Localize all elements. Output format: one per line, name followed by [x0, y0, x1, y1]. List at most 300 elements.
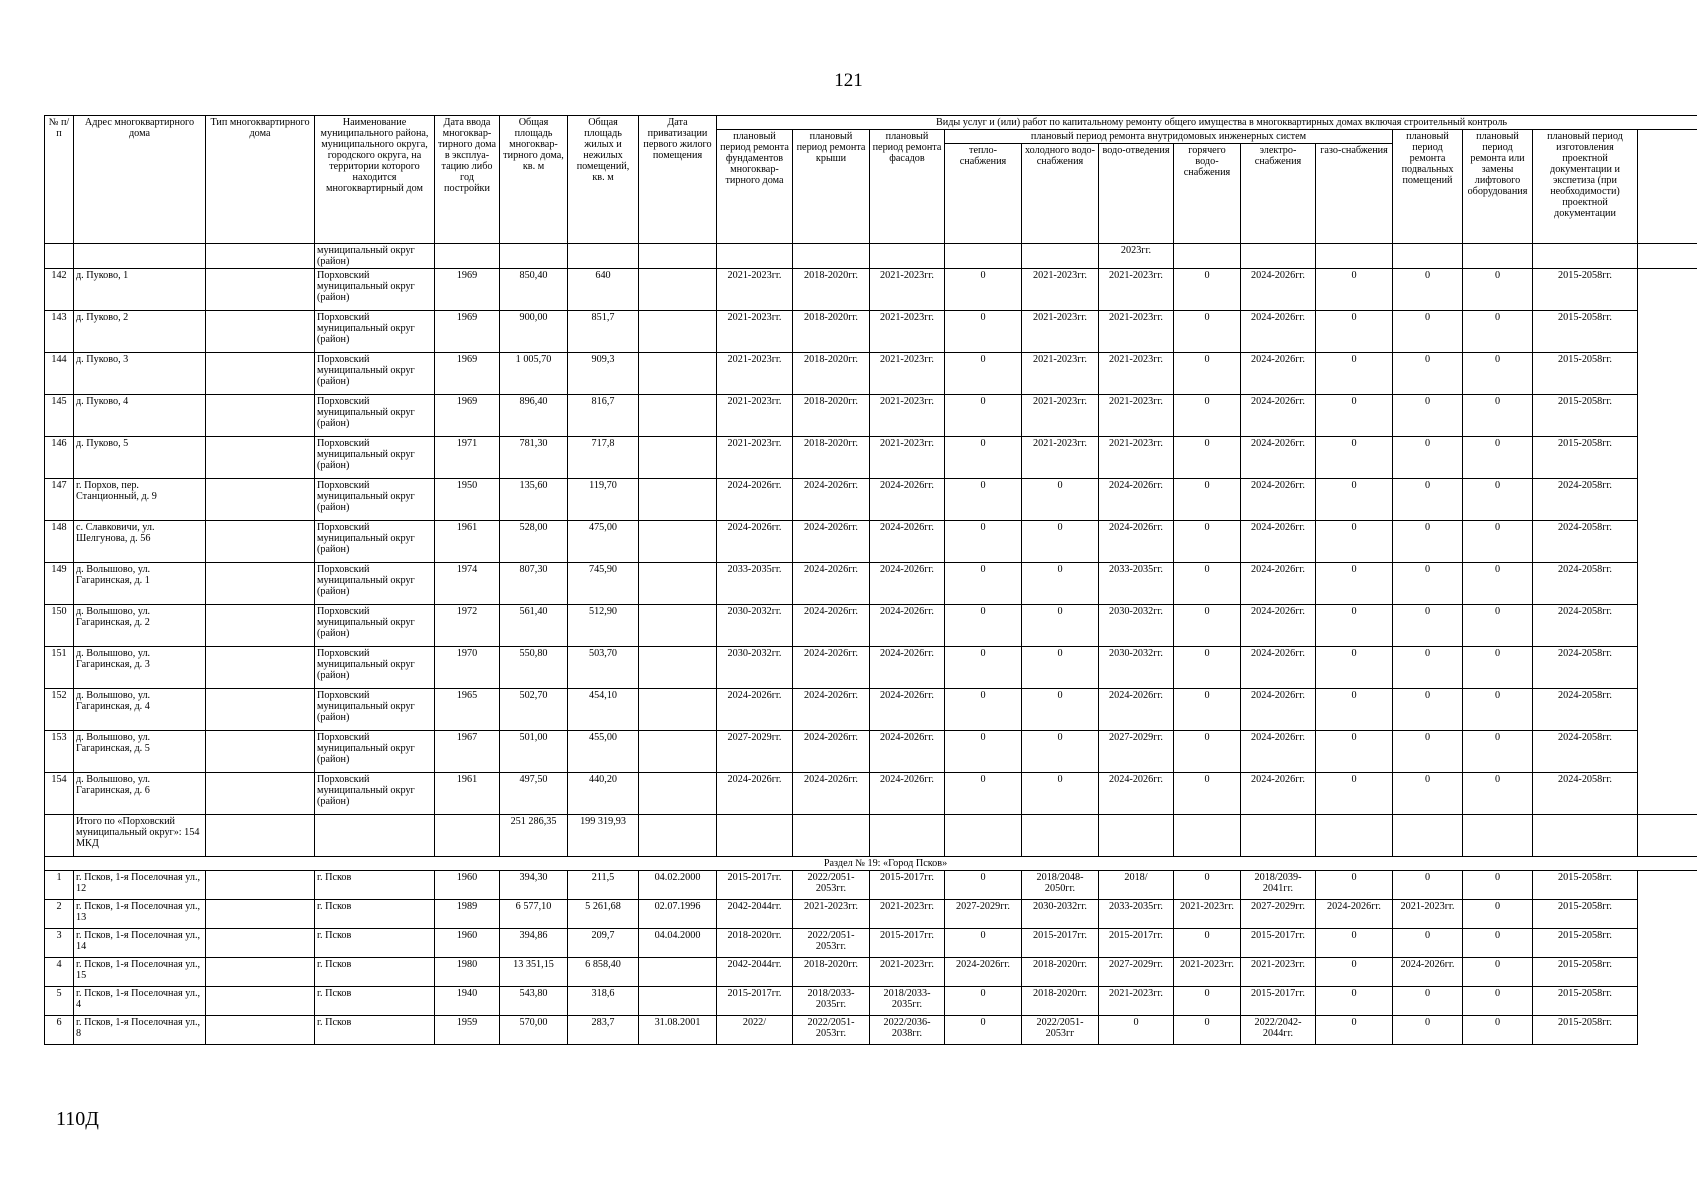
- header-area-total: Общая площадь многоквар-тирного дома, кв. м: [500, 116, 568, 244]
- cell-hot-water: 0: [1174, 353, 1241, 395]
- cell-hot-water: 0: [1174, 521, 1241, 563]
- cell-house-type: [206, 929, 315, 958]
- cell-electric: 2024-2026гг.: [1241, 395, 1316, 437]
- cell-facade: 2021-2023гг.: [870, 900, 945, 929]
- cell-hot-water: 0: [1174, 269, 1241, 311]
- cell-heat: 0: [945, 987, 1022, 1016]
- cell-facade: 2015-2017гг.: [870, 929, 945, 958]
- cell-hot-water: 0: [1174, 437, 1241, 479]
- cell-design: 2015-2058гг.: [1533, 1016, 1638, 1045]
- cell-district: Порховский муниципальный округ (район): [315, 773, 435, 815]
- cell-design: 2024-2058гг.: [1533, 773, 1638, 815]
- cell-cold-water: 2021-2023гг.: [1022, 311, 1099, 353]
- cell-year: 1961: [435, 521, 500, 563]
- cell-area-living: 512,90: [568, 605, 639, 647]
- cell-foundation: 2021-2023гг.: [717, 437, 793, 479]
- cell-privatization: [639, 958, 717, 987]
- cell-area-living: 454,10: [568, 689, 639, 731]
- footer-code: 110Д: [56, 1108, 99, 1130]
- cell-elevator: 0: [1463, 731, 1533, 773]
- cell-heat: 0: [945, 395, 1022, 437]
- cell-year: 1950: [435, 479, 500, 521]
- cell-house-type: [206, 958, 315, 987]
- cell-cold-water: 0: [1022, 563, 1099, 605]
- cell-area-living: 119,70: [568, 479, 639, 521]
- header-gas: газо-снабжения: [1316, 144, 1393, 244]
- cell-roof: 2018-2020гг.: [793, 395, 870, 437]
- cell-heat: 0: [945, 563, 1022, 605]
- cell-electric: 2024-2026гг.: [1241, 647, 1316, 689]
- cell-heat: 0: [945, 773, 1022, 815]
- cell-num: 144: [45, 353, 74, 395]
- cell-cold-water: 2021-2023гг.: [1022, 437, 1099, 479]
- cell-sewer: 2021-2023гг.: [1099, 395, 1174, 437]
- cell-roof: 2018-2020гг.: [793, 311, 870, 353]
- cell-hot-water: 0: [1174, 563, 1241, 605]
- table-row: [45, 269, 1697, 311]
- cell-roof: 2022/2051-2053гг.: [793, 1016, 870, 1045]
- cell-roof: 2018-2020гг.: [793, 353, 870, 395]
- cell-heat: 0: [945, 689, 1022, 731]
- cell-roof: 2024-2026гг.: [793, 563, 870, 605]
- cell-house-type: [206, 773, 315, 815]
- cell-year: 1972: [435, 605, 500, 647]
- cell-house-type: [206, 647, 315, 689]
- cell-foundation: 2021-2023гг.: [717, 269, 793, 311]
- cell-elevator: 0: [1463, 773, 1533, 815]
- cell-facade: 2024-2026гг.: [870, 689, 945, 731]
- cell-sewer: 2021-2023гг.: [1099, 353, 1174, 395]
- cell-heat: 0: [945, 437, 1022, 479]
- cell-district: Порховский муниципальный округ (район): [315, 731, 435, 773]
- cell-area-living: 440,20: [568, 773, 639, 815]
- cell-cold-water: 2015-2017гг.: [1022, 929, 1099, 958]
- cell-house-type: [206, 900, 315, 929]
- cell-foundation: 2030-2032гг.: [717, 647, 793, 689]
- cell-heat: 0: [945, 311, 1022, 353]
- cell-foundation: 2024-2026гг.: [717, 521, 793, 563]
- cell-heat: 0: [945, 605, 1022, 647]
- cell-facade: 2021-2023гг.: [870, 353, 945, 395]
- cell-basement: 0: [1393, 987, 1463, 1016]
- cell-district: Порховский муниципальный округ (район): [315, 605, 435, 647]
- cell-area-total: 850,40: [500, 269, 568, 311]
- cell-elevator: 0: [1463, 605, 1533, 647]
- continuation-row: [45, 244, 1697, 269]
- cell-area-total: 1 005,70: [500, 353, 568, 395]
- cell-foundation: 2042-2044гг.: [717, 958, 793, 987]
- cell-area-living: 909,3: [568, 353, 639, 395]
- cell-district: муниципальный округ (район): [315, 244, 435, 269]
- cell-cold-water: 0: [1022, 521, 1099, 563]
- section-row: [45, 857, 1697, 871]
- cell-design: 2024-2058гг.: [1533, 605, 1638, 647]
- capital-repair-table: [44, 115, 1697, 1045]
- cell-facade: 2024-2026гг.: [870, 479, 945, 521]
- cell-house-type: [206, 269, 315, 311]
- cell-hot-water: 0: [1174, 479, 1241, 521]
- cell-basement: 0: [1393, 311, 1463, 353]
- cell-gas: 0: [1316, 689, 1393, 731]
- cell-elevator: 0: [1463, 269, 1533, 311]
- cell-year: 1969: [435, 311, 500, 353]
- cell-facade: 2024-2026гг.: [870, 605, 945, 647]
- cell-house-type: [206, 395, 315, 437]
- cell-address: д. Пуково, 3: [74, 353, 206, 395]
- section-title: Раздел № 19: «Город Псков»: [45, 857, 1697, 871]
- table-row: [45, 563, 1697, 605]
- cell-year: 1969: [435, 395, 500, 437]
- cell-area-living: 851,7: [568, 311, 639, 353]
- cell-facade: 2021-2023гг.: [870, 311, 945, 353]
- table-row: [45, 647, 1697, 689]
- cell-foundation: 2021-2023гг.: [717, 311, 793, 353]
- cell-num: 2: [45, 900, 74, 929]
- cell-district: Порховский муниципальный округ (район): [315, 395, 435, 437]
- cell-num: 147: [45, 479, 74, 521]
- cell-foundation: 2024-2026гг.: [717, 689, 793, 731]
- table-row: [45, 353, 1697, 395]
- cell-district: Порховский муниципальный округ (район): [315, 563, 435, 605]
- cell-address: с. Славковичи, ул. Шелгунова, д. 56: [74, 521, 206, 563]
- cell-district: г. Псков: [315, 958, 435, 987]
- cell-design: 2015-2058гг.: [1533, 987, 1638, 1016]
- cell-address: д. Волышово, ул. Гагаринская, д. 2: [74, 605, 206, 647]
- cell-gas: 0: [1316, 521, 1393, 563]
- cell-basement: 2021-2023гг.: [1393, 900, 1463, 929]
- cell-roof: 2022/2051-2053гг.: [793, 929, 870, 958]
- cell-num: 152: [45, 689, 74, 731]
- cell-electric: 2024-2026гг.: [1241, 773, 1316, 815]
- cell-electric: 2024-2026гг.: [1241, 353, 1316, 395]
- cell-area-total: 501,00: [500, 731, 568, 773]
- cell-electric: 2024-2026гг.: [1241, 521, 1316, 563]
- cell-area-living: 816,7: [568, 395, 639, 437]
- cell-foundation: 2015-2017гг.: [717, 987, 793, 1016]
- cell-privatization: [639, 987, 717, 1016]
- cell-gas: 0: [1316, 958, 1393, 987]
- cell-heat: 0: [945, 647, 1022, 689]
- cell-cold-water: 2021-2023гг.: [1022, 269, 1099, 311]
- cell-privatization: [639, 353, 717, 395]
- cell-hot-water: 0: [1174, 311, 1241, 353]
- header-year: Дата ввода многоквар-тирного дома в эксплуа-тацию либо год постройки: [435, 116, 500, 244]
- cell-heat: 0: [945, 1016, 1022, 1045]
- cell-address: д. Волышово, ул. Гагаринская, д. 3: [74, 647, 206, 689]
- cell-cold-water: 0: [1022, 605, 1099, 647]
- cell-num: 1: [45, 871, 74, 900]
- cell-area-total: 550,80: [500, 647, 568, 689]
- cell-year: 1980: [435, 958, 500, 987]
- cell-area-total: 570,00: [500, 1016, 568, 1045]
- header-works-group: Виды услуг и (или) работ по капитальному ремонту общего имущества в многоквартирных домах включая строительный контроль: [717, 116, 1697, 130]
- cell-area-total: 497,50: [500, 773, 568, 815]
- cell-house-type: [206, 563, 315, 605]
- cell-gas: 0: [1316, 605, 1393, 647]
- cell-num: 5: [45, 987, 74, 1016]
- cell-privatization: [639, 311, 717, 353]
- cell-design: 2015-2058гг.: [1533, 311, 1638, 353]
- cell-area-total: 781,30: [500, 437, 568, 479]
- cell-roof: 2024-2026гг.: [793, 773, 870, 815]
- cell-basement: 0: [1393, 929, 1463, 958]
- header-house-type: Тип многоквартирного дома: [206, 116, 315, 244]
- cell-area-living: 318,6: [568, 987, 639, 1016]
- porkhov-section: [45, 244, 1697, 269]
- total-row: [45, 815, 1697, 857]
- cell-electric: 2015-2017гг.: [1241, 987, 1316, 1016]
- cell-elevator: 0: [1463, 689, 1533, 731]
- cell-hot-water: 0: [1174, 1016, 1241, 1045]
- cell-roof: 2022/2051-2053гг.: [793, 871, 870, 900]
- cell-year: 1967: [435, 731, 500, 773]
- cell-cold-water: 2022/2051-2053гг: [1022, 1016, 1099, 1045]
- table-row: [45, 731, 1697, 773]
- cell-privatization: [639, 521, 717, 563]
- cell-sewer: 2021-2023гг.: [1099, 269, 1174, 311]
- cell-design: 2015-2058гг.: [1533, 269, 1638, 311]
- cell-hot-water: 0: [1174, 731, 1241, 773]
- cell-address: д. Волышово, ул. Гагаринская, д. 1: [74, 563, 206, 605]
- cell-num: 146: [45, 437, 74, 479]
- header-design: плановый период изготовления проектной документации и экспетиза (при необходимости) проектной документации: [1533, 130, 1638, 244]
- cell-privatization: [639, 773, 717, 815]
- cell-design: 2024-2058гг.: [1533, 689, 1638, 731]
- cell-design: 2015-2058гг.: [1533, 871, 1638, 900]
- cell-facade: 2024-2026гг.: [870, 647, 945, 689]
- cell-electric: 2024-2026гг.: [1241, 563, 1316, 605]
- cell-area-living: 455,00: [568, 731, 639, 773]
- cell-roof: 2018-2020гг.: [793, 269, 870, 311]
- header-area-living: Общая площадь жилых и нежилых помещений, кв. м: [568, 116, 639, 244]
- cell-house-type: [206, 871, 315, 900]
- cell-num: 148: [45, 521, 74, 563]
- cell-electric: 2024-2026гг.: [1241, 269, 1316, 311]
- cell-basement: 0: [1393, 1016, 1463, 1045]
- cell-address: г. Псков, 1-я Поселочная ул., 8: [74, 1016, 206, 1045]
- cell-hot-water: 0: [1174, 689, 1241, 731]
- cell-roof: 2021-2023гг.: [793, 900, 870, 929]
- cell-area-total: 394,30: [500, 871, 568, 900]
- cell-roof: 2018/2033-2035гг.: [793, 987, 870, 1016]
- cell-design: 2024-2058гг.: [1533, 647, 1638, 689]
- cell-privatization: [639, 605, 717, 647]
- cell-area-total: 13 351,15: [500, 958, 568, 987]
- cell-area-total: 807,30: [500, 563, 568, 605]
- porkhov-rows: [45, 269, 1697, 815]
- table-row: [45, 958, 1697, 987]
- cell-address: г. Порхов, пер. Станционный, д. 9: [74, 479, 206, 521]
- cell-roof: 2024-2026гг.: [793, 479, 870, 521]
- cell-basement: 0: [1393, 773, 1463, 815]
- table-row: [45, 1016, 1697, 1045]
- cell-year: 1959: [435, 1016, 500, 1045]
- cell-address: г. Псков, 1-я Поселочная ул., 4: [74, 987, 206, 1016]
- cell-electric: 2024-2026гг.: [1241, 689, 1316, 731]
- cell-district: Порховский муниципальный округ (район): [315, 311, 435, 353]
- table-header: [45, 116, 1697, 244]
- cell-heat: 0: [945, 479, 1022, 521]
- cell-district: г. Псков: [315, 1016, 435, 1045]
- header-num: № п/п: [45, 116, 74, 244]
- cell-area-total: 502,70: [500, 689, 568, 731]
- cell-foundation: 2022/: [717, 1016, 793, 1045]
- cell-cold-water: 0: [1022, 689, 1099, 731]
- header-roof: плановый период ремонта крыши: [793, 130, 870, 244]
- cell-area-living: 475,00: [568, 521, 639, 563]
- cell-sewer: 2015-2017гг.: [1099, 929, 1174, 958]
- cell-address: д. Пуково, 1: [74, 269, 206, 311]
- cell-district: Порховский муниципальный округ (район): [315, 521, 435, 563]
- cell-design: 2024-2058гг.: [1533, 521, 1638, 563]
- cell-design: 2024-2058гг.: [1533, 479, 1638, 521]
- cell-elevator: 0: [1463, 311, 1533, 353]
- cell-basement: 0: [1393, 521, 1463, 563]
- cell-cold-water: 2018/2048-2050гг.: [1022, 871, 1099, 900]
- table-row: [45, 987, 1697, 1016]
- cell-elevator: 0: [1463, 871, 1533, 900]
- cell-elevator: 0: [1463, 563, 1533, 605]
- cell-privatization: 31.08.2001: [639, 1016, 717, 1045]
- cell-address: г. Псков, 1-я Поселочная ул., 14: [74, 929, 206, 958]
- table-row: [45, 437, 1697, 479]
- cell-facade: 2018/2033-2035гг.: [870, 987, 945, 1016]
- cell-heat: 0: [945, 521, 1022, 563]
- total-section: [45, 815, 1697, 871]
- cell-gas: 0: [1316, 871, 1393, 900]
- cell-gas: 0: [1316, 395, 1393, 437]
- table-row: [45, 689, 1697, 731]
- header-heat: тепло-снабжения: [945, 144, 1022, 244]
- cell-address: г. Псков, 1-я Поселочная ул., 15: [74, 958, 206, 987]
- cell-district: Порховский муниципальный округ (район): [315, 437, 435, 479]
- header-sewer: водо-отведения: [1099, 144, 1174, 244]
- header-systems-group: плановый период ремонта внутридомовых инженерных систем: [945, 130, 1393, 144]
- cell-cold-water: 0: [1022, 773, 1099, 815]
- cell-foundation: 2030-2032гг.: [717, 605, 793, 647]
- cell-privatization: [639, 731, 717, 773]
- cell-design: 2015-2058гг.: [1533, 395, 1638, 437]
- cell-area-total: 543,80: [500, 987, 568, 1016]
- cell-district: г. Псков: [315, 929, 435, 958]
- cell-privatization: 02.07.1996: [639, 900, 717, 929]
- cell-electric: 2021-2023гг.: [1241, 958, 1316, 987]
- header-cold-water: холодного водо-снабжения: [1022, 144, 1099, 244]
- cell-heat: 0: [945, 871, 1022, 900]
- cell-hot-water: 0: [1174, 773, 1241, 815]
- cell-elevator: 0: [1463, 900, 1533, 929]
- table-row: [45, 311, 1697, 353]
- cell-area-living: 211,5: [568, 871, 639, 900]
- cell-heat: 0: [945, 731, 1022, 773]
- cell-elevator: 0: [1463, 929, 1533, 958]
- cell-cold-water: 0: [1022, 479, 1099, 521]
- cell-foundation: 2024-2026гг.: [717, 773, 793, 815]
- cell-electric: 2015-2017гг.: [1241, 929, 1316, 958]
- cell-privatization: 04.02.2000: [639, 871, 717, 900]
- cell-address: г. Псков, 1-я Поселочная ул., 13: [74, 900, 206, 929]
- cell-sewer: 2021-2023гг.: [1099, 987, 1174, 1016]
- cell-house-type: [206, 689, 315, 731]
- cell-district: Порховский муниципальный округ (район): [315, 479, 435, 521]
- cell-area-total: 561,40: [500, 605, 568, 647]
- cell-year: 1970: [435, 647, 500, 689]
- cell-facade: 2022/2036-2038гг.: [870, 1016, 945, 1045]
- cell-num: 142: [45, 269, 74, 311]
- cell-facade: 2024-2026гг.: [870, 521, 945, 563]
- cell-district: г. Псков: [315, 987, 435, 1016]
- cell-sewer: 2030-2032гг.: [1099, 605, 1174, 647]
- cell-address: г. Псков, 1-я Поселочная ул., 12: [74, 871, 206, 900]
- cell-address: д. Волышово, ул. Гагаринская, д. 4: [74, 689, 206, 731]
- cell-cold-water: 2021-2023гг.: [1022, 353, 1099, 395]
- cell-gas: 0: [1316, 731, 1393, 773]
- cell-address: д. Волышово, ул. Гагаринская, д. 5: [74, 731, 206, 773]
- cell-basement: 0: [1393, 269, 1463, 311]
- cell-sewer: 2018/: [1099, 871, 1174, 900]
- cell-gas: 0: [1316, 479, 1393, 521]
- cell-house-type: [206, 437, 315, 479]
- cell-address: д. Пуково, 5: [74, 437, 206, 479]
- cell-address: д. Пуково, 2: [74, 311, 206, 353]
- cell-sewer: 2024-2026гг.: [1099, 521, 1174, 563]
- cell-basement: 0: [1393, 395, 1463, 437]
- cell-facade: 2021-2023гг.: [870, 395, 945, 437]
- cell-hot-water: 0: [1174, 647, 1241, 689]
- header-address: Адрес многоквартирного дома: [74, 116, 206, 244]
- cell-sewer: 2021-2023гг.: [1099, 437, 1174, 479]
- header-facade: плановый период ремонта фасадов: [870, 130, 945, 244]
- cell-gas: 0: [1316, 1016, 1393, 1045]
- cell-roof: 2018-2020гг.: [793, 958, 870, 987]
- cell-basement: 0: [1393, 437, 1463, 479]
- cell-hot-water: 0: [1174, 871, 1241, 900]
- cell-area-living: 6 858,40: [568, 958, 639, 987]
- cell-district: Порховский муниципальный округ (район): [315, 689, 435, 731]
- cell-gas: 0: [1316, 987, 1393, 1016]
- cell-basement: 0: [1393, 731, 1463, 773]
- cell-privatization: [639, 689, 717, 731]
- cell-year: 1965: [435, 689, 500, 731]
- cell-design: 2015-2058гг.: [1533, 353, 1638, 395]
- cell-roof: 2024-2026гг.: [793, 647, 870, 689]
- cell-hot-water: 2021-2023гг.: [1174, 900, 1241, 929]
- cell-heat: 2024-2026гг.: [945, 958, 1022, 987]
- cell-hot-water: 2021-2023гг.: [1174, 958, 1241, 987]
- cell-basement: 2024-2026гг.: [1393, 958, 1463, 987]
- cell-district: Порховский муниципальный округ (район): [315, 647, 435, 689]
- cell-num: 6: [45, 1016, 74, 1045]
- cell-heat: 0: [945, 269, 1022, 311]
- cell-area-total: 135,60: [500, 479, 568, 521]
- cell-district: Порховский муниципальный округ (район): [315, 353, 435, 395]
- cell-foundation: 2033-2035гг.: [717, 563, 793, 605]
- cell-heat: 0: [945, 353, 1022, 395]
- page-number: 121: [834, 70, 863, 91]
- cell-elevator: 0: [1463, 987, 1533, 1016]
- cell-house-type: [206, 311, 315, 353]
- cell-elevator: 0: [1463, 958, 1533, 987]
- cell-area-total: 900,00: [500, 311, 568, 353]
- header-elevator: плановый период ремонта или замены лифтового оборудования: [1463, 130, 1533, 244]
- cell-house-type: [206, 605, 315, 647]
- cell-area-living: 717,8: [568, 437, 639, 479]
- cell-num: 145: [45, 395, 74, 437]
- cell-cold-water: 0: [1022, 647, 1099, 689]
- cell-gas: 0: [1316, 647, 1393, 689]
- cell-area-total: 528,00: [500, 521, 568, 563]
- table-row: [45, 521, 1697, 563]
